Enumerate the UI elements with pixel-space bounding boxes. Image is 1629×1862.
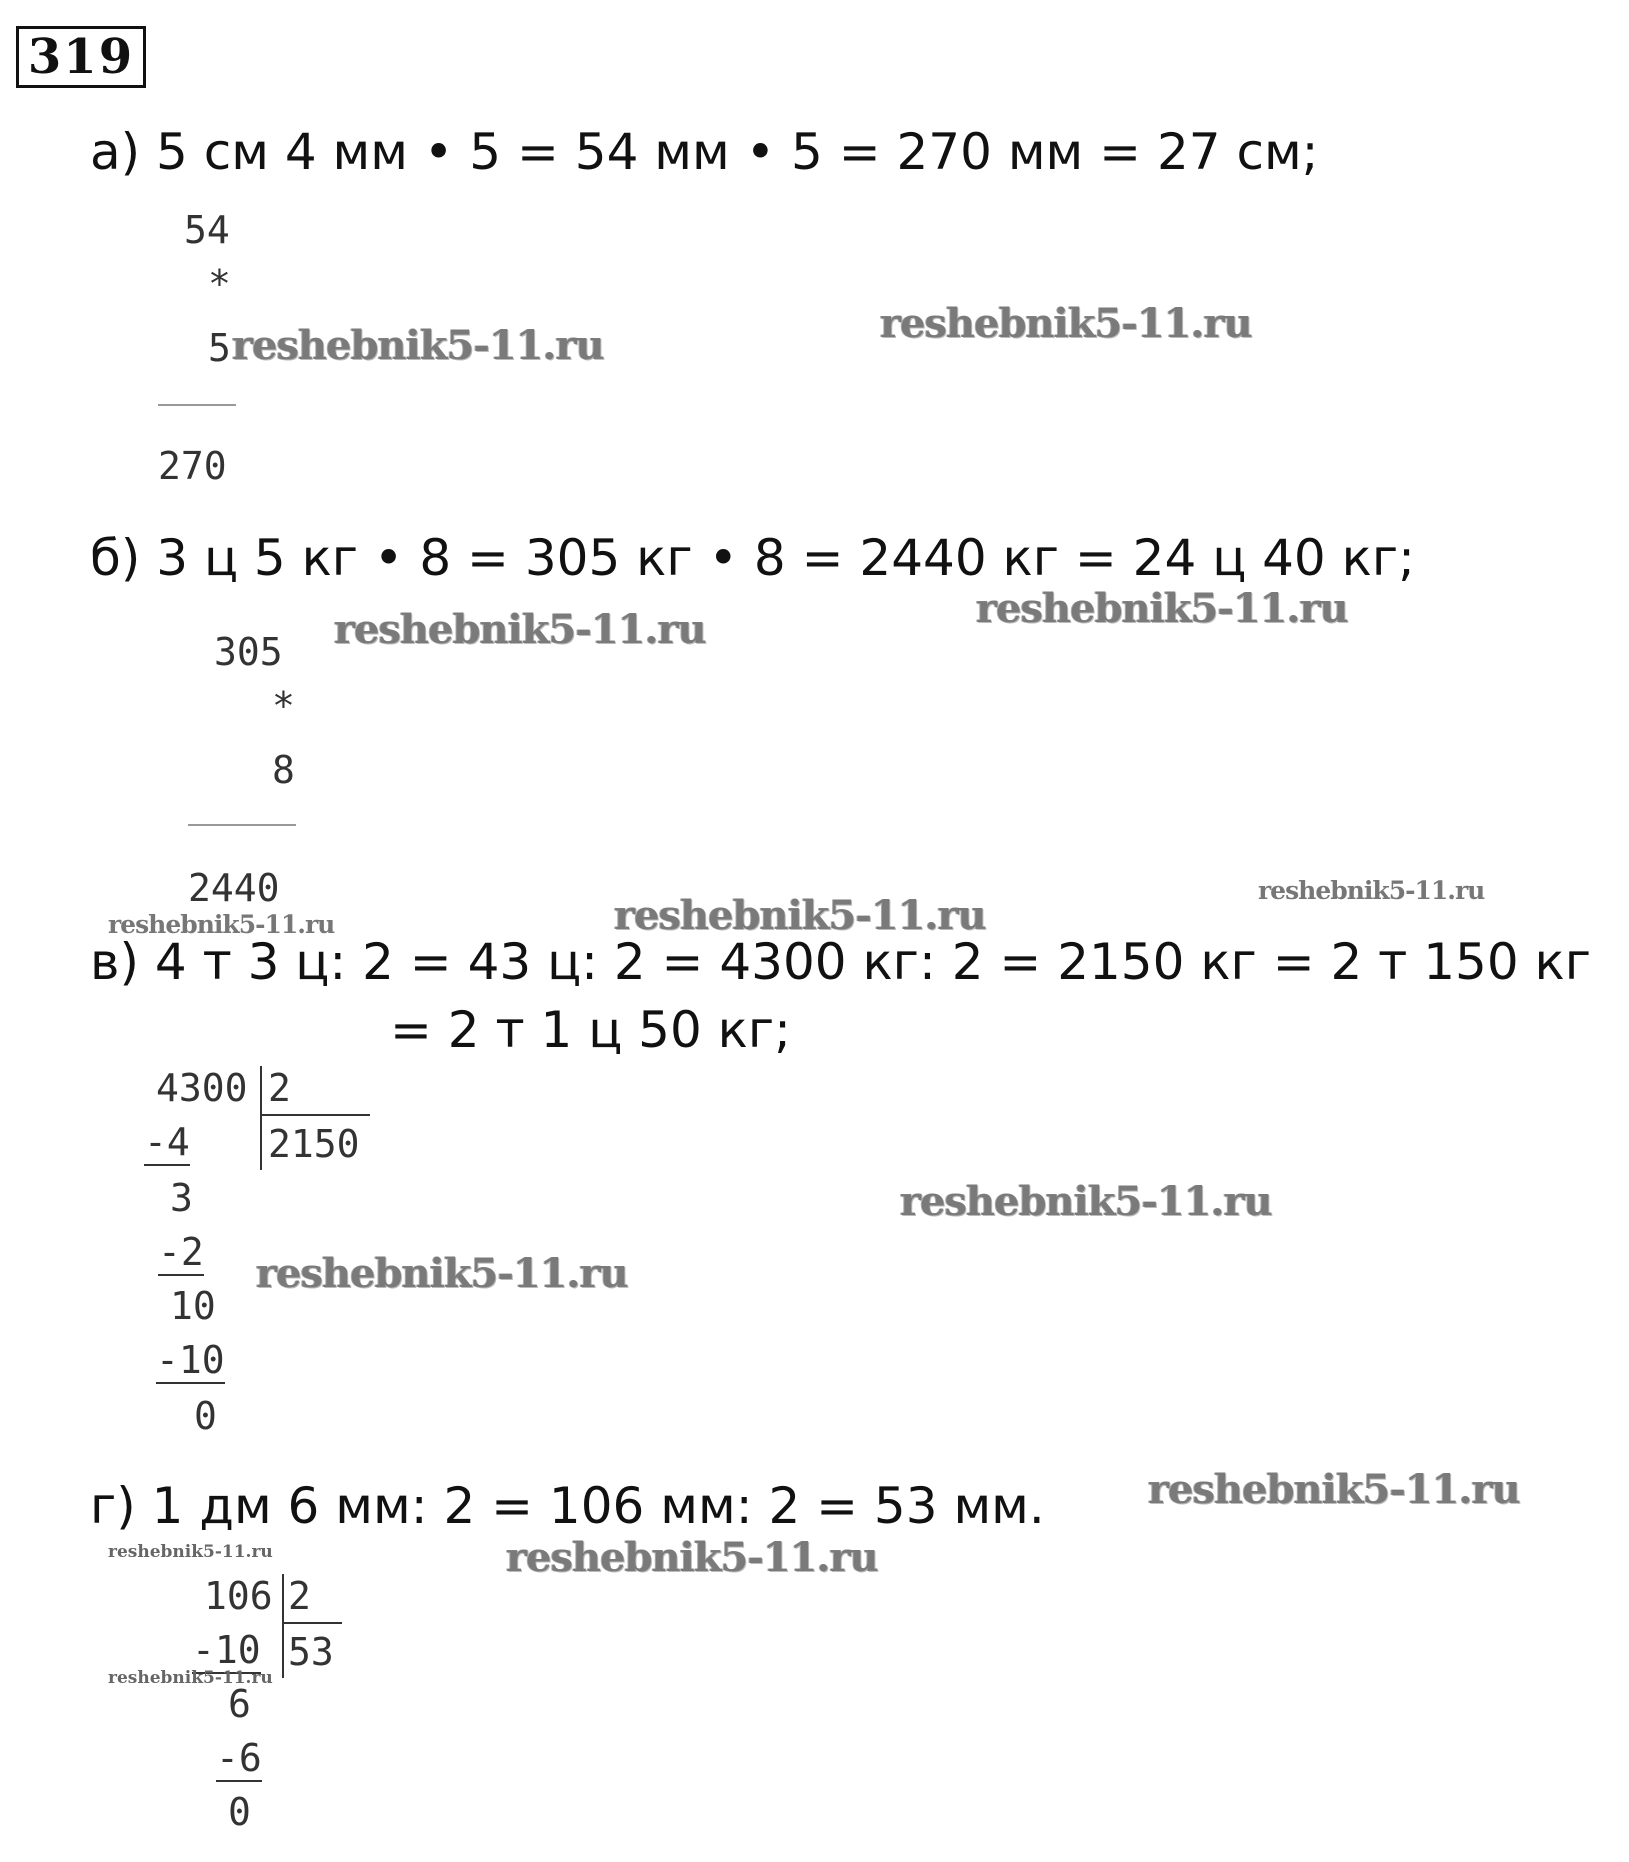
watermark: reshebnik5-11.ru — [256, 1250, 628, 1297]
div-v-step: -10 — [156, 1338, 225, 1382]
calc-a-top: 54 — [184, 208, 230, 252]
equation-g: г) 1 дм 6 мм: 2 = 106 мм: 2 = 53 мм. — [90, 1477, 1045, 1535]
equation-b: б) 3 ц 5 кг • 8 = 305 кг • 8 = 2440 кг = 24 ц 40 кг; — [90, 529, 1415, 587]
calc-a-rule — [158, 404, 236, 406]
watermark: reshebnik5-11.ru — [232, 322, 604, 369]
watermark: reshebnik5-11.ru — [880, 300, 1252, 347]
watermark: reshebnik5-11.ru — [1148, 1466, 1520, 1513]
div-g-step: 0 — [228, 1790, 251, 1834]
calc-b-rule — [188, 824, 296, 826]
watermark: reshebnik5-11.ru — [108, 1668, 273, 1688]
calc-a-op: * — [208, 262, 231, 306]
watermark: reshebnik5-11.ru — [108, 910, 335, 939]
watermark: reshebnik5-11.ru — [506, 1534, 878, 1581]
watermark: reshebnik5-11.ru — [614, 892, 986, 939]
watermark: reshebnik5-11.ru — [1258, 876, 1485, 905]
div-v-step: -2 — [158, 1230, 204, 1274]
div-v-step: 0 — [194, 1394, 217, 1438]
problem-number: 319 — [16, 26, 146, 88]
div-g-step: -6 — [216, 1736, 262, 1780]
div-g-dividend: 106 — [204, 1574, 273, 1618]
div-g-divisor: 2 — [288, 1574, 311, 1618]
equation-a: а) 5 см 4 мм • 5 = 54 мм • 5 = 270 мм = 27 см; — [90, 123, 1319, 181]
div-v-dividend: 4300 — [156, 1066, 248, 1110]
div-v-step: 3 — [170, 1176, 193, 1220]
div-v-step: 10 — [170, 1284, 216, 1328]
div-g-quotient: 53 — [288, 1630, 334, 1674]
div-g-step: 6 — [228, 1682, 251, 1726]
calc-b-result: 2440 — [188, 866, 280, 910]
div-v-divisor: 2 — [268, 1066, 291, 1110]
calc-b-top: 305 — [214, 630, 283, 674]
calc-b-op: * — [272, 684, 295, 728]
watermark: reshebnik5-11.ru — [108, 1542, 273, 1562]
div-v-quotient: 2150 — [268, 1122, 360, 1166]
div-g-rule — [284, 1622, 342, 1624]
watermark: reshebnik5-11.ru — [900, 1178, 1272, 1225]
div-v-step: -4 — [144, 1120, 190, 1164]
div-v-rule — [262, 1114, 370, 1116]
equation-v-line1: в) 4 т 3 ц: 2 = 43 ц: 2 = 4300 кг: 2 = 2150 кг = 2 т 150 кг — [90, 933, 1592, 991]
calc-a-multiplier: 5 — [208, 326, 231, 370]
calc-a-result: 270 — [158, 444, 227, 488]
div-g-step: -10 — [192, 1628, 261, 1672]
watermark: reshebnik5-11.ru — [334, 606, 706, 653]
watermark: reshebnik5-11.ru — [976, 585, 1348, 632]
div-g-bar — [282, 1574, 284, 1678]
calc-b-multiplier: 8 — [272, 748, 295, 792]
equation-v-line2: = 2 т 1 ц 50 кг; — [390, 1001, 791, 1059]
div-v-bar — [260, 1066, 262, 1170]
